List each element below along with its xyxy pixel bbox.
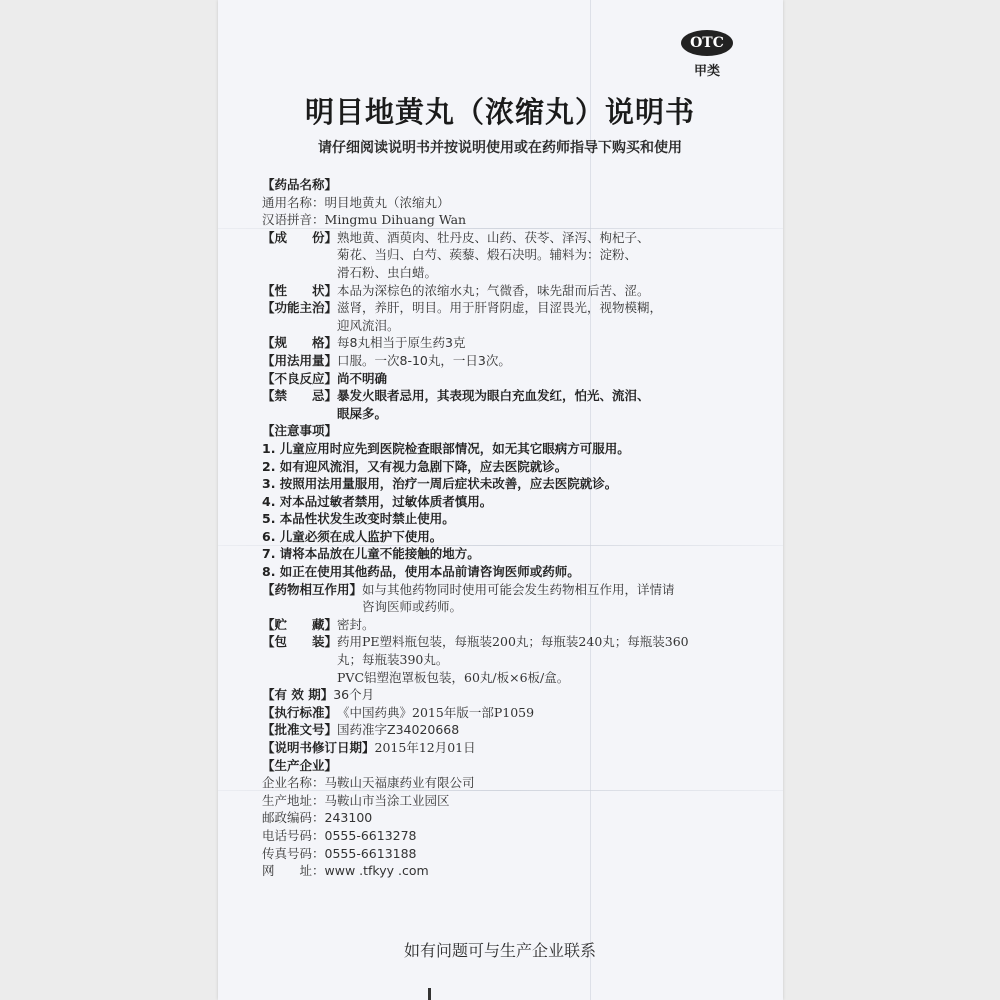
indications-line: 滋肾，养肝，明目。用于肝肾阴虚，目涩畏光，视物模糊， [337,300,663,316]
adverse-value: 尚不明确 [337,370,388,386]
validity-section [262,686,732,704]
validity-value: 36个月 [333,687,375,703]
manufacturer-phone-label: 电话号码： [262,827,325,843]
manufacturer-name-line [262,774,732,792]
ingredients-section [262,229,732,282]
revision-section [262,739,732,757]
manufacturer-website-line [262,862,732,880]
contraindications-line: 暴发火眼者忌用，其表现为眼白充血发红，怕光、流泪、 [337,388,650,404]
page-title: 明目地黄丸（浓缩丸）说明书 [304,95,695,129]
standard-value: 《中国药典》2015年版一部P1059 [337,704,535,720]
manufacturer-name-value: 马鞍山天福康药业有限公司 [324,775,475,791]
ingredients-line: 熟地黄、酒萸肉、牡丹皮、山药、茯苓、泽泻、枸杞子、 [337,229,650,245]
character-section [262,282,732,300]
otc-class: 甲类 [693,64,720,79]
manufacturer-fax-line [262,845,732,863]
approval-section [262,721,732,739]
manufacturer-address-label: 生产地址： [262,792,325,808]
ingredients-label: 【成 份】 [262,229,338,245]
manufacturer-website-value: www .tfkyy .com [324,863,429,879]
manufacturer-zip-line [262,809,732,827]
character-value: 本品为深棕色的浓缩水丸；气微香，味先甜而后苦、涩。 [337,282,650,298]
revision-value: 2015年12月01日 [374,740,476,755]
storage-section [262,616,732,634]
interactions-section [262,581,732,616]
spec-section [262,334,732,352]
standard-section [262,704,732,722]
validity-label: 【有 效 期】 [262,687,334,703]
interactions-line: 如与其他药物同时使用可能会发生药物相互作用，详情请 [362,581,675,597]
otc-mark [679,30,735,79]
storage-label: 【贮 藏】 [262,616,338,632]
contraindications-line: 眼屎多。 [337,405,388,421]
dosage-value: 口服。一次8-10丸，一日3次。 [337,352,511,368]
precaution-item: 7. 请将本品放在儿童不能接触的地方。 [262,546,480,562]
manufacturer-phone-line [262,827,732,845]
manufacturer-zip-value: 243100 [324,810,373,826]
contraindications-section [262,387,732,422]
generic-name-line [262,194,732,212]
leaflet-body [262,176,732,880]
standard-label: 【执行标准】 [262,704,338,720]
precaution-item: 3. 按照用法用量服用，治疗一周后症状未改善，应去医院就诊。 [262,476,618,492]
manufacturer-name-label: 企业名称： [262,775,325,791]
section-header-manufacturer: 【生产企业】 [262,757,338,773]
page-subtitle: 请仔细阅读说明书并按说明使用或在药师指导下购买和使用 [318,140,682,156]
indications-line: 迎风流泪。 [337,317,400,333]
revision-label: 【说明书修订日期】 [262,740,375,755]
dosage-label: 【用法用量】 [262,352,338,368]
package-line: PVC铝塑泡罩板包装，60丸/板×6板/盒。 [337,669,570,685]
precaution-item: 6. 儿童必须在成人监护下使用。 [262,528,443,544]
approval-value: 国药准字Z34020668 [337,722,460,738]
manufacturer-website-label: 网 址： [262,863,325,879]
precaution-item: 8. 如正在使用其他药品，使用本品前请咨询医师或药师。 [262,564,580,580]
precaution-item: 5. 本品性状发生改变时禁止使用。 [262,511,455,527]
package-line: 药用PE塑料瓶包装，每瓶装200丸；每瓶装240丸；每瓶装360 [337,634,689,650]
manufacturer-fax-value: 0555-6613188 [324,845,417,861]
precaution-item: 2. 如有迎风流泪，又有视力急剧下降，应去医院就诊。 [262,458,568,474]
contraindications-label: 【禁 忌】 [262,388,338,404]
package-section [262,633,732,686]
indications-label: 【功能主治】 [262,300,338,316]
section-header-drug-name: 【药品名称】 [262,177,338,192]
generic-name-label: 通用名称： [262,194,325,210]
precaution-item: 1. 儿童应用时应先到医院检查眼部情况，如无其它眼病方可服用。 [262,440,630,456]
dosage-section [262,352,732,370]
ingredients-line: 滑石粉、虫白蜡。 [337,264,438,280]
manufacturer-phone-value: 0555-6613278 [324,827,417,843]
precaution-item: 4. 对本品过敏者禁用，过敏体质者慎用。 [262,493,493,509]
section-header-precautions: 【注意事项】 [262,423,338,439]
ingredients-line: 菊花、当归、白芍、蒺藜、煅石决明。辅料为：淀粉、 [337,247,638,263]
otc-badge: OTC [681,30,733,56]
package-label: 【包 装】 [262,634,338,650]
approval-label: 【批准文号】 [262,722,338,738]
indications-section [262,299,732,334]
manufacturer-fax-label: 传真号码： [262,845,325,861]
edge-mark [428,988,431,1000]
adverse-label: 【不良反应】 [262,370,338,386]
interactions-label: 【药物相互作用】 [262,581,363,597]
pinyin-value: Mingmu Dihuang Wan [324,212,467,228]
footer-contact-note: 如有问题可与生产企业联系 [403,941,596,960]
pinyin-line [262,211,732,229]
manufacturer-address-line [262,792,732,810]
pinyin-label: 汉语拼音： [262,212,325,228]
character-label: 【性 状】 [262,282,338,298]
spec-value: 每8丸相当于原生药3克 [337,335,466,351]
manufacturer-zip-label: 邮政编码： [262,810,325,826]
storage-value: 密封。 [337,616,375,632]
package-line: 丸；每瓶装390丸。 [337,652,449,668]
adverse-section [262,370,732,388]
generic-name-value: 明目地黄丸（浓缩丸） [324,194,450,210]
interactions-line: 咨询医师或药师。 [362,599,463,615]
spec-label: 【规 格】 [262,335,338,351]
manufacturer-address-value: 马鞍山市当涂工业园区 [324,792,450,808]
